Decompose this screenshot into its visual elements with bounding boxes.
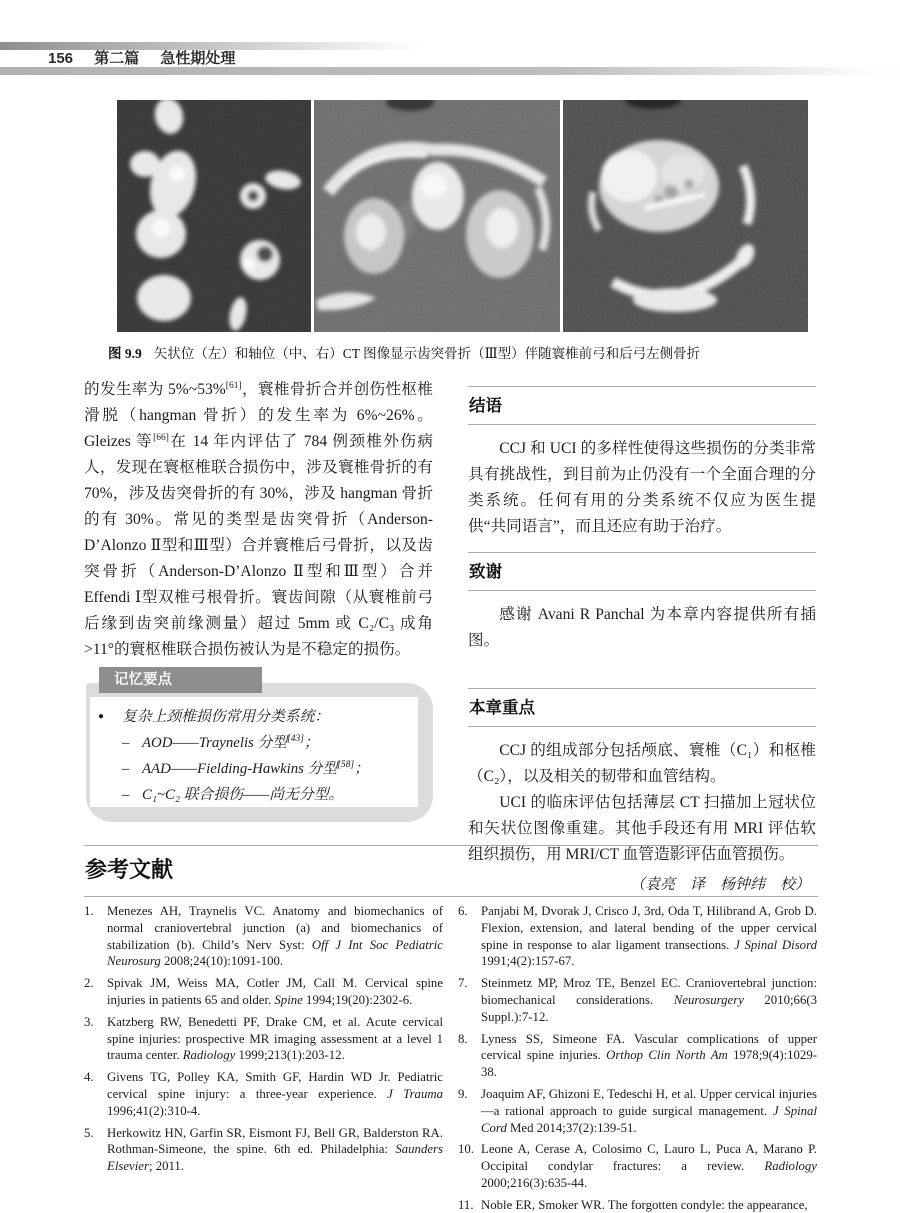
bullet-icon: ● — [98, 711, 105, 722]
references-column-right — [458, 903, 817, 1213]
dash-icon: – — [122, 735, 130, 751]
reference-item — [458, 975, 817, 1025]
page-number: 156 — [48, 50, 74, 67]
memory-sub-item-text: AOD——Traynelis 分型[43]； — [142, 734, 319, 751]
section-title-key-points: 本章重点 — [468, 688, 816, 727]
running-head — [48, 47, 252, 68]
ref-number: 2. — [84, 976, 94, 991]
ref-journal: Orthop Clin North Am — [606, 1048, 728, 1063]
ct-axial-right-image — [563, 100, 808, 332]
ref-number: 4. — [84, 1070, 94, 1085]
ref-journal: J Spinal Cord — [481, 1103, 817, 1135]
reference-item — [458, 1197, 817, 1213]
ref-journal: Spine — [274, 992, 303, 1007]
memory-sub-item — [98, 756, 403, 782]
ref-pre: Leone A, Cerase A, Colosimo C, Lauro L, Puca A, Marano P. Occipital condylar fractures: a review. — [481, 1142, 817, 1174]
references-title: 参考文献 — [85, 857, 174, 882]
memory-box-title: 记忆要点 — [99, 667, 262, 693]
ref-post: Med 2014;37(2):139-51. — [506, 1120, 637, 1135]
reference-item — [84, 1014, 443, 1064]
ref-pre: Herkowitz HN, Garfin SR, Eismont FJ, Bell GR, Balderston RA. Rothman-Simeone, the spine. 6th ed. Philadelphia: — [107, 1125, 443, 1157]
ref-number: 7. — [458, 976, 468, 991]
conclusion-paragraph: CCJ 和 UCI 的多样性使得这些损伤的分类非常具有挑战性，到目前为止仍没有一个全面合理的分类系统。任何有用的分类系统不仅应为医生提供“共同语言”，而且还应有助于治疗。 — [468, 440, 816, 535]
ref-post: 1994;19(20):2302-6. — [302, 992, 413, 1007]
ref-text — [481, 975, 817, 1025]
ref-pre: Lyness SS, Simeone FA. Vascular complications of upper cervical spine injuries. — [481, 1031, 817, 1063]
memory-points-box — [86, 660, 433, 822]
body-paragraph-left: 的发生率为 5%~53%[61]，寰椎骨折合并创伤性枢椎滑脱（hangman 骨折）的发生率为 6%~26%。Gleizes 等[66]在 14 年内评估了 784 例颈椎外伤病人，发现在寰枢椎联合损伤中，涉及寰椎骨折的有 70%，涉及齿突骨折的有 30%，涉及 hangman 骨折的有 30%。常见的类型是齿突骨折（Anderson-D’Alonzo Ⅱ型和Ⅲ型）合并寰椎后弓骨折，以及齿突骨折（Anderson-D’Alonzo Ⅱ型和Ⅲ型）合并 Effendi Ⅰ型双椎弓根骨折。寰齿间隙（从寰椎前弓后缘到齿突前缘测量）超过 5mm 或 C₂/C₃ 成角 >11°的寰枢椎联合损伤被认为是不稳定的损伤。 — [84, 380, 433, 658]
ct-sagittal-image — [117, 100, 311, 332]
part-title: 急性期处理 — [160, 50, 236, 67]
ref-number: 5. — [84, 1125, 94, 1140]
acknowledgment-paragraph: 感谢 Avani R Panchal 为本章内容提供所有插图。 — [468, 606, 816, 649]
ref-journal: Radiology — [182, 1048, 236, 1063]
ref-text — [481, 1031, 817, 1081]
ref-text — [481, 1197, 817, 1213]
section-title-acknowledgment: 致谢 — [468, 552, 816, 591]
ref-post: 2008;24(10):1091-100. — [160, 954, 284, 969]
ref-number: 11. — [458, 1197, 474, 1212]
ref-journal: J Spinal Disord — [734, 937, 817, 952]
ref-pre: Joaquim AF, Ghizoni E, Tedeschi H, et al. Upper cervical injuries—a rational approach to guide surgical management. — [481, 1086, 817, 1118]
memory-sub-item-text: AAD——Fielding-Hawkins 分型[58]； — [142, 760, 369, 777]
memory-bullet-row — [98, 704, 403, 730]
ref-pre: Spivak JM, Weiss MA, Cotler JM, Call M. Cervical spine injuries in patients 65 and older. — [107, 976, 443, 1007]
reference-item — [458, 903, 817, 970]
ref-text — [107, 1125, 443, 1175]
ref-post: 1991;4(2):157-67. — [481, 954, 575, 969]
memory-sub-item — [98, 730, 403, 756]
references-list — [84, 903, 817, 1213]
ct-axial-center-image — [314, 100, 560, 332]
ref-text — [107, 1069, 443, 1119]
ref-post: 1996;41(2):310-4. — [107, 1103, 201, 1118]
dash-icon: – — [122, 761, 130, 777]
reference-item — [84, 1069, 443, 1119]
ref-journal: Off J Int Soc Pediatric Neurosurg — [107, 937, 443, 969]
figure-caption — [108, 342, 828, 362]
ref-text — [481, 1086, 817, 1136]
ref-number: 6. — [458, 904, 468, 918]
ref-number: 1. — [84, 904, 94, 918]
ref-number: 9. — [458, 1086, 468, 1101]
references-column-left — [84, 903, 443, 1213]
memory-sub-item-text: C₁~C₂ 联合损伤——尚无分型。 — [142, 787, 344, 803]
memory-sub-item — [98, 782, 403, 808]
memory-bullet-text: 复杂上颈椎损伤常用分类系统： — [122, 709, 330, 725]
ref-post: 1978;9(4):1029-38. — [481, 1048, 817, 1080]
figure-caption-label: 图 9.9 — [108, 346, 142, 361]
ref-text — [481, 1141, 817, 1191]
key-points-paragraph-1: CCJ 的组成部分包括颅底、寰椎（C₁）和枢椎（C₂），以及相关的韧带和血管结构。 — [468, 742, 816, 785]
ref-number: 8. — [458, 1031, 468, 1046]
ref-post: 2000;216(3):635-44. — [481, 1175, 588, 1190]
reference-item — [84, 1125, 443, 1175]
ref-journal: Saunders Elsevier — [107, 1142, 443, 1174]
ref-pre: Noble ER, Smoker WR. The forgotten condyle: the appearance, — [481, 1197, 808, 1212]
ref-pre: Panjabi M, Dvorak J, Crisco J, 3rd, Oda T, Hilibrand A, Grob D. Flexion, extension, and lateral bending of the upper cervical spine in response to alar ligament transections. — [481, 904, 817, 952]
ref-pre: Steinmetz MP, Mroz TE, Benzel EC. Craniovertebral junction: biomechanical considerations. — [481, 976, 817, 1007]
references-header — [84, 845, 818, 897]
reference-item — [458, 1086, 817, 1136]
ref-pre: Menezes AH, Traynelis VC. Anatomy and biomechanics of normal craniovertebral junction (a) and biomechanics of stabilization (b). Child’s Nerv Syst: — [107, 904, 443, 952]
reference-item — [84, 975, 443, 1009]
reference-item — [458, 1031, 817, 1081]
figure-caption-text: 矢状位（左）和轴位（中、右）CT 图像显示齿突骨折（Ⅲ型）伴随寰椎前弓和后弓左侧骨折 — [153, 346, 701, 361]
reference-item — [84, 903, 443, 970]
ref-journal: J Trauma — [387, 1086, 443, 1101]
ref-number: 10. — [458, 1142, 474, 1157]
ref-pre: Givens TG, Polley KA, Smith GF, Hardin WD Jr. Pediatric cervical spine injury: a three-year experience. — [107, 1070, 443, 1101]
ref-text — [107, 1014, 443, 1064]
part-label: 第二篇 — [94, 50, 140, 67]
key-points-paragraph-2: UCI 的临床评估包括薄层 CT 扫描加上冠状位和矢状位图像重建。其他手段还有用 MRI 评估软组织损伤，用 MRI/CT 血管造影评估血管损伤。 — [468, 794, 816, 863]
ref-post: ; 2011. — [148, 1159, 185, 1174]
header-gradient-bar-bottom — [0, 67, 900, 75]
ref-post: 2010;66(3 Suppl.):7-12. — [481, 992, 817, 1024]
ref-pre: Katzberg RW, Benedetti PF, Drake CM, et al. Acute cervical spine injuries: prospective MR imaging assessment at a level 1 trauma center. — [107, 1014, 443, 1063]
reference-item — [458, 1141, 817, 1191]
ref-journal: Radiology — [764, 1159, 817, 1174]
ref-post: 1999;213(1):203-12. — [235, 1048, 345, 1063]
ref-text — [481, 903, 817, 970]
ref-number: 3. — [84, 1014, 94, 1029]
ref-journal: Neurosurgery — [673, 992, 744, 1007]
section-title-conclusion: 结语 — [468, 386, 816, 425]
memory-box-content — [98, 704, 403, 808]
dash-icon: – — [122, 787, 130, 803]
ref-text — [107, 975, 443, 1009]
ref-text — [107, 903, 443, 970]
translator-credit: （袁亮 译 杨钟纬 校） — [629, 877, 810, 893]
